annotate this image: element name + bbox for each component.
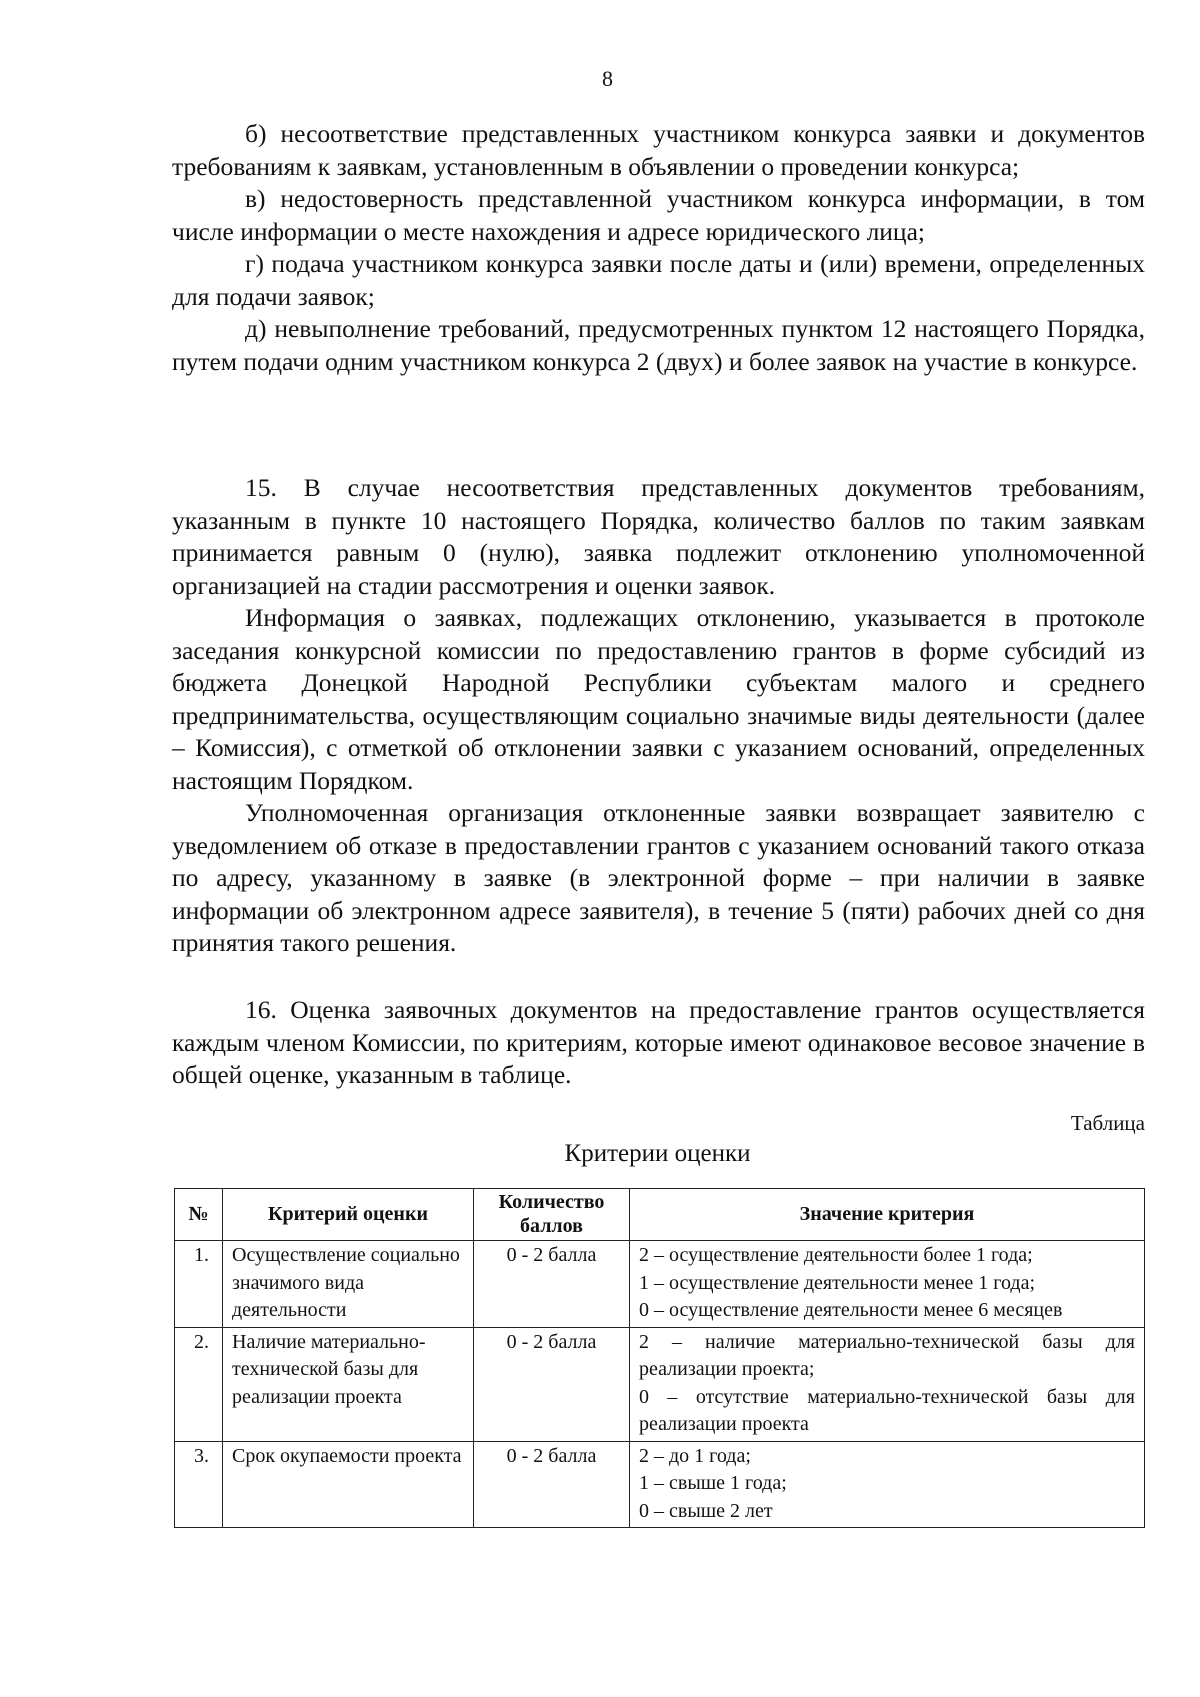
value-line: 1 – свыше 1 года; xyxy=(639,1472,787,1494)
row-value xyxy=(630,1241,1145,1328)
header-score: Количество баллов xyxy=(474,1189,630,1241)
row-value xyxy=(630,1327,1145,1441)
value-line: 2 – до 1 года; xyxy=(639,1444,751,1467)
table-row xyxy=(175,1441,1145,1528)
row-num: 2. xyxy=(175,1327,223,1441)
clause-15-paragraph-1: 15. В случае несоответствия представленных документов требованиям, указанным в пункте 10 настоящего Порядка, количество баллов по таким заявкам принимается равным 0 (нулю), заявка подлежит отклонению уполномоченной организацией на стадии рассмотрения и оценки заявок. xyxy=(172,473,1145,600)
clause-15-paragraph-3: Уполномоченная организация отклоненные заявки возвращает заявителю с уведомлением об отказе в предоставлении грантов с указанием оснований такого отказа по адресу, указанному в заявке (в электронной форме – при наличии в заявке информации об электронном адресе заявителя), в течение 5 (пяти) рабочих дней со дня принятия такого решения. xyxy=(172,798,1145,957)
value-line: 2 – наличие материально-технической базы для реализации проекта; xyxy=(639,1330,1135,1380)
table-row xyxy=(175,1241,1145,1328)
row-score: 0 - 2 балла xyxy=(474,1327,630,1441)
table-header-row xyxy=(175,1189,1145,1241)
header-criterion: Критерий оценки xyxy=(223,1189,474,1241)
value-line: 0 – свыше 2 лет xyxy=(639,1499,773,1522)
row-score: 0 - 2 балла xyxy=(474,1241,630,1328)
clause-14-item-d: д) невыполнение требований, предусмотренных пунктом 12 настоящего Порядка, путем подачи одним участником конкурса 2 (двух) и более заявок на участие в конкурсе. xyxy=(172,314,1145,376)
table-title: Критерии оценки xyxy=(564,1140,751,1167)
value-line: 0 – отсутствие материально-технической базы для реализации проекта xyxy=(639,1385,1135,1435)
clause-14-item-g: г) подача участником конкурса заявки после даты и (или) времени, определенных для подачи заявок; xyxy=(172,249,1145,311)
clause-16 xyxy=(172,994,1145,1092)
clause-15-paragraph-2: Информация о заявках, подлежащих отклонению, указывается в протоколе заседания конкурсной комиссии по предоставлению грантов в форме субсидий из бюджета Донецкой Народной Республики субъектам малого и среднего предпринимательства, осуществляющим социально значимые виды деятельности (далее – Комиссия), с отметкой об отклонении заявки с указанием оснований, определенных настоящим Порядком. xyxy=(172,603,1145,795)
header-value: Значение критерия xyxy=(630,1189,1145,1241)
criteria-table xyxy=(174,1188,1145,1528)
table-row xyxy=(175,1327,1145,1441)
value-line: 0 – осуществление деятельности менее 6 месяцев xyxy=(639,1299,1063,1321)
value-line: 2 – осуществление деятельности более 1 года; xyxy=(639,1244,1033,1266)
row-score: 0 - 2 балла xyxy=(474,1441,630,1528)
page-number: 8 xyxy=(602,66,613,91)
row-criterion: Осуществление социально значимого вида деятельности xyxy=(223,1241,474,1328)
row-num: 3. xyxy=(175,1441,223,1528)
clause-15 xyxy=(172,472,1145,960)
row-num: 1. xyxy=(175,1241,223,1328)
clause-14-item-b: б) несоответствие представленных участником конкурса заявки и документов требованиям к заявкам, установленным в объявлении о проведении конкурса; xyxy=(172,119,1145,181)
clause-14-item-v: в) недостоверность представленной участником конкурса информации, в том числе информации о месте нахождения и адресе юридического лица; xyxy=(172,184,1145,246)
row-value xyxy=(630,1441,1145,1528)
row-criterion: Срок окупаемости проекта xyxy=(223,1441,474,1528)
clause-14-items xyxy=(172,118,1145,378)
clause-16-paragraph-1: 16. Оценка заявочных документов на предоставление грантов осуществляется каждым членом Комиссии, по критериям, которые имеют одинаковое весовое значение в общей оценке, указанным в таблице. xyxy=(172,995,1145,1089)
value-line: 1 – осуществление деятельности менее 1 года; xyxy=(639,1271,1036,1294)
row-criterion: Наличие материально-технической базы для реализации проекта xyxy=(223,1327,474,1441)
header-num: № xyxy=(175,1189,223,1241)
table-caption: Таблица xyxy=(1070,1111,1145,1135)
